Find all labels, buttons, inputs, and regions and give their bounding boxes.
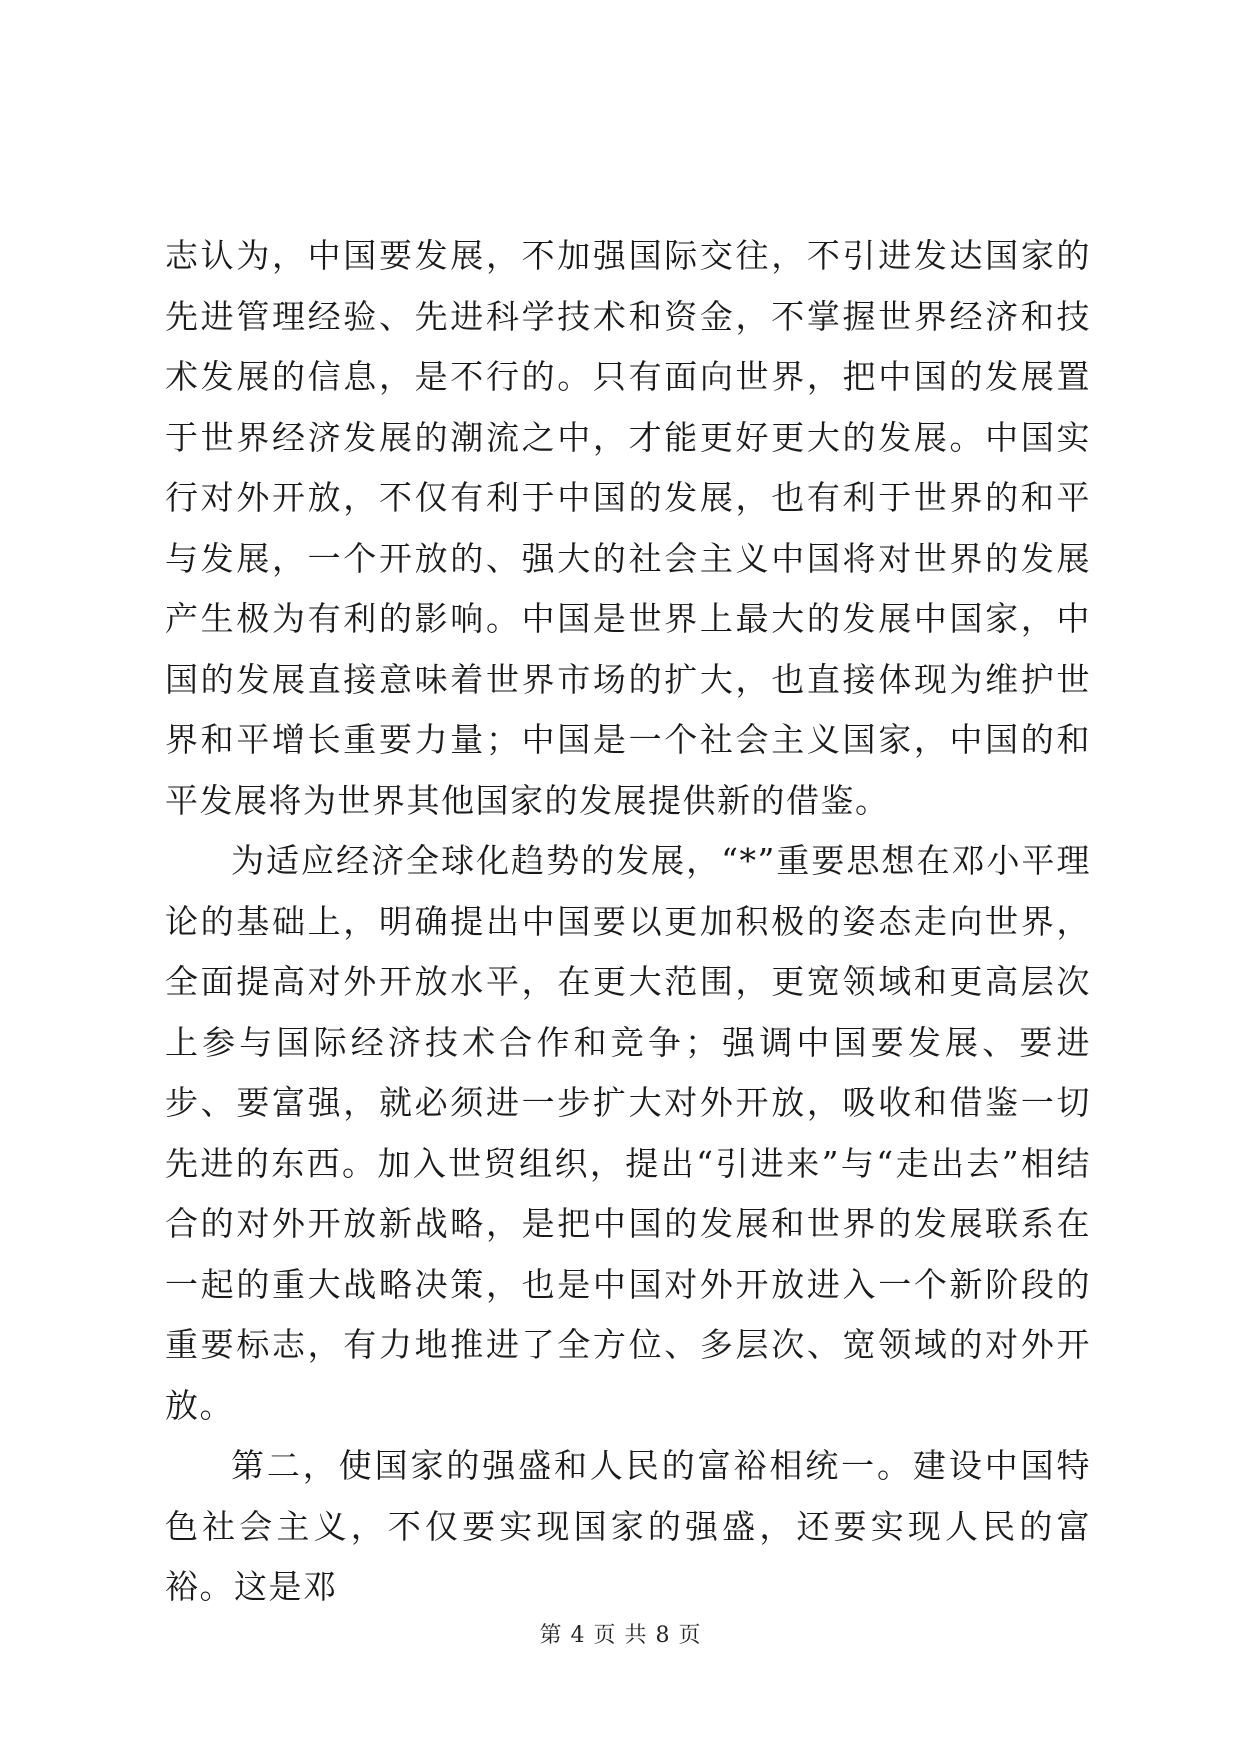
document-body [165,226,1091,1618]
paragraph-1: 志认为，中国要发展，不加强国际交往，不引进发达国家的先进管理经验、先进科学技术和资金，不掌握世界经济和技术发展的信息，是不行的。只有面向世界，把中国的发展置于世界经济发展的潮流之中，才能更好更大的发展。中国实行对外开放，不仅有利于中国的发展，也有利于世界的和平与发展，一个开放的、强大的社会主义中国将对世界的发展产生极为有利的影响。中国是世界上最大的发展中国家，中国的发展直接意味着世界市场的扩大，也直接体现为维护世界和平增长重要力量；中国是一个社会主义国家，中国的和平发展将为世界其他国家的发展提供新的借鉴。 [165,236,1091,820]
paragraph-2: 为适应经济全球化趋势的发展，“*”重要思想在邓小平理论的基础上，明确提出中国要以更加积极的姿态走向世界，全面提高对外开放水平，在更大范围，更宽领域和更高层次上参与国际经济技术合作和竞争；强调中国要发展、要进步、要富强，就必须进一步扩大对外开放，吸收和借鉴一切先进的东西。加入世贸组织，提出“引进来”与“走出去”相结合的对外开放新战略，是把中国的发展和世界的发展联系在一起的重大战略决策，也是中国对外开放进入一个新阶段的重要标志，有力地推进了全方位、多层次、宽领域的对外开放。 [165,841,1091,1425]
page-number-footer: 第 4 页 共 8 页 [539,1623,702,1648]
paragraph-3: 第二，使国家的强盛和人民的富裕相统一。建设中国特色社会主义，不仅要实现国家的强盛，还要实现人民的富裕。这是邓 [165,1446,1091,1606]
